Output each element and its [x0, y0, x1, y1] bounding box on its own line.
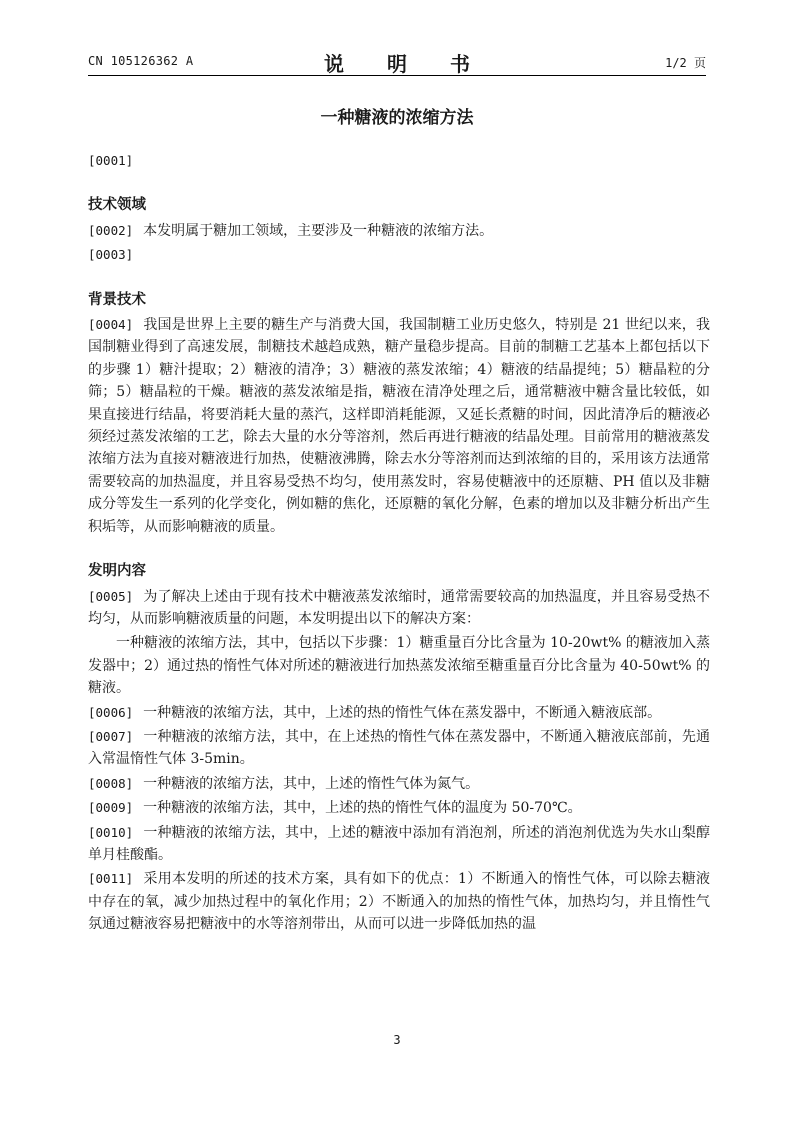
- paragraph-text: 一种糖液的浓缩方法，其中，上述的热的惰性气体的温度为 50-70℃。: [143, 800, 582, 817]
- paragraph-text: 一种糖液的浓缩方法，其中，上述的热的惰性气体在蒸发器中，不断通入糖液底部。: [143, 704, 662, 721]
- section-heading-tech-field: 技术领域: [88, 197, 146, 214]
- paragraph-id: [0003]: [88, 247, 134, 263]
- paragraph-text: 采用本发明的所述的技术方案，具有如下的优点：1）不断通入的惰性气体，可以除去糖液中存在的氧，减少加热过程中的氧化作用；2）不断通入的加热的惰性气体，加热均匀，并且惰性气氛通过糖液容易把糖液中的水等溶剂带出，从而可以进一步降低加热的温: [88, 871, 710, 933]
- paragraph-id: [0008]: [88, 775, 134, 791]
- paragraph-0002: [88, 220, 710, 242]
- paragraph-id: [0004]: [88, 317, 134, 333]
- document-body: [88, 150, 710, 938]
- paragraph-id: [0007]: [88, 728, 134, 744]
- page-header: [88, 48, 706, 74]
- paragraph-text: 为了解决上述由于现有技术中糖液蒸发浓缩时，通常需要较高的加热温度，并且容易受热不均匀，从而影响糖液质量的问题，本发明提出以下的解决方案：: [88, 588, 710, 627]
- patent-number: CN 105126362 A: [88, 54, 194, 68]
- paragraph-text: 一种糖液的浓缩方法，其中，上述的糖液中添加有消泡剂，所述的消泡剂优选为失水山梨醇单月桂酸酯。: [88, 824, 710, 863]
- paragraph-id: [0005]: [88, 588, 134, 604]
- paragraph-id: [0011]: [88, 871, 134, 887]
- page-count: 1/2 页: [665, 56, 706, 70]
- document-title: 一种糖液的浓缩方法: [320, 108, 474, 128]
- paragraph-0003: [88, 244, 710, 266]
- paragraph-id: [0002]: [88, 222, 134, 238]
- paragraph-0005: [88, 586, 710, 631]
- paragraph-0001: [88, 150, 710, 172]
- paragraph-0005-continued: 一种糖液的浓缩方法，其中，包括以下步骤：1）糖重量百分比含量为 10-20wt% 的糖液加入蒸发器中；2）通过热的惰性气体对所述的糖液进行加热蒸发浓缩至糖重量百分比含量为 40-50wt% 的糖液。: [88, 635, 710, 697]
- paragraph-text: 我国是世界上主要的糖生产与消费大国，我国制糖工业历史悠久，特别是 21 世纪以来，我国制糖业得到了高速发展，制糖技术越趋成熟，糖产量稳步提高。目前的制糖工艺基本上都包括以下的步骤 1）糖汁提取；2）糖液的清净；3）糖液的蒸发浓缩；4）糖液的结晶提纯；5）糖晶粒的分筛；5）糖晶粒的干燥。糖液的蒸发浓缩是指，糖液在清净处理之后，通常糖液中糖含量比较低，如果直接进行结晶，将要消耗大量的蒸汽，这样即消耗能源，又延长煮糖的时间，因此清净后的糖液必须经过蒸发浓缩的工艺，除去大量的水分等溶剂，然后再进行糖液的结晶处理。目前常用的糖液蒸发浓缩方法为直接对糖液进行加热，使糖液沸腾，除去水分等溶剂而达到浓缩的目的，采用该方法通常需要较高的加热温度，并且容易受热不均匀，使用蒸发时，容易使糖液中的还原糖、PH 值以及非糖成分等发生一系列的化学变化，例如糖的焦化，还原糖的氧化分解，色素的增加以及非糖分析出产生积垢等，从而影响糖液的质量。: [88, 317, 710, 535]
- header-rule: [88, 75, 706, 76]
- paragraph-0008: [88, 773, 710, 795]
- document-type: 说 明 书: [324, 52, 488, 76]
- paragraph-text: 一种糖液的浓缩方法，其中，上述的惰性气体为氮气。: [143, 775, 480, 792]
- paragraph-id: [0010]: [88, 824, 134, 840]
- paragraph-0007: [88, 726, 710, 771]
- section-heading-invention: 发明内容: [88, 563, 146, 580]
- paragraph-id: [0006]: [88, 704, 134, 720]
- paragraph-0004: [88, 314, 710, 538]
- paragraph-text: 本发明属于糖加工领域，主要涉及一种糖液的浓缩方法。: [143, 222, 494, 239]
- section-heading-background: 背景技术: [88, 291, 146, 308]
- paragraph-0006: [88, 702, 710, 724]
- paragraph-0009: [88, 797, 710, 819]
- paragraph-id: [0009]: [88, 800, 134, 816]
- page-number: 3: [393, 1033, 401, 1047]
- paragraph-0010: [88, 822, 710, 867]
- paragraph-id: [0001]: [88, 153, 134, 168]
- paragraph-text: 一种糖液的浓缩方法，其中，在上述热的惰性气体在蒸发器中，不断通入糖液底部前，先通入常温惰性气体 3-5min。: [88, 728, 710, 768]
- paragraph-0011: [88, 868, 710, 935]
